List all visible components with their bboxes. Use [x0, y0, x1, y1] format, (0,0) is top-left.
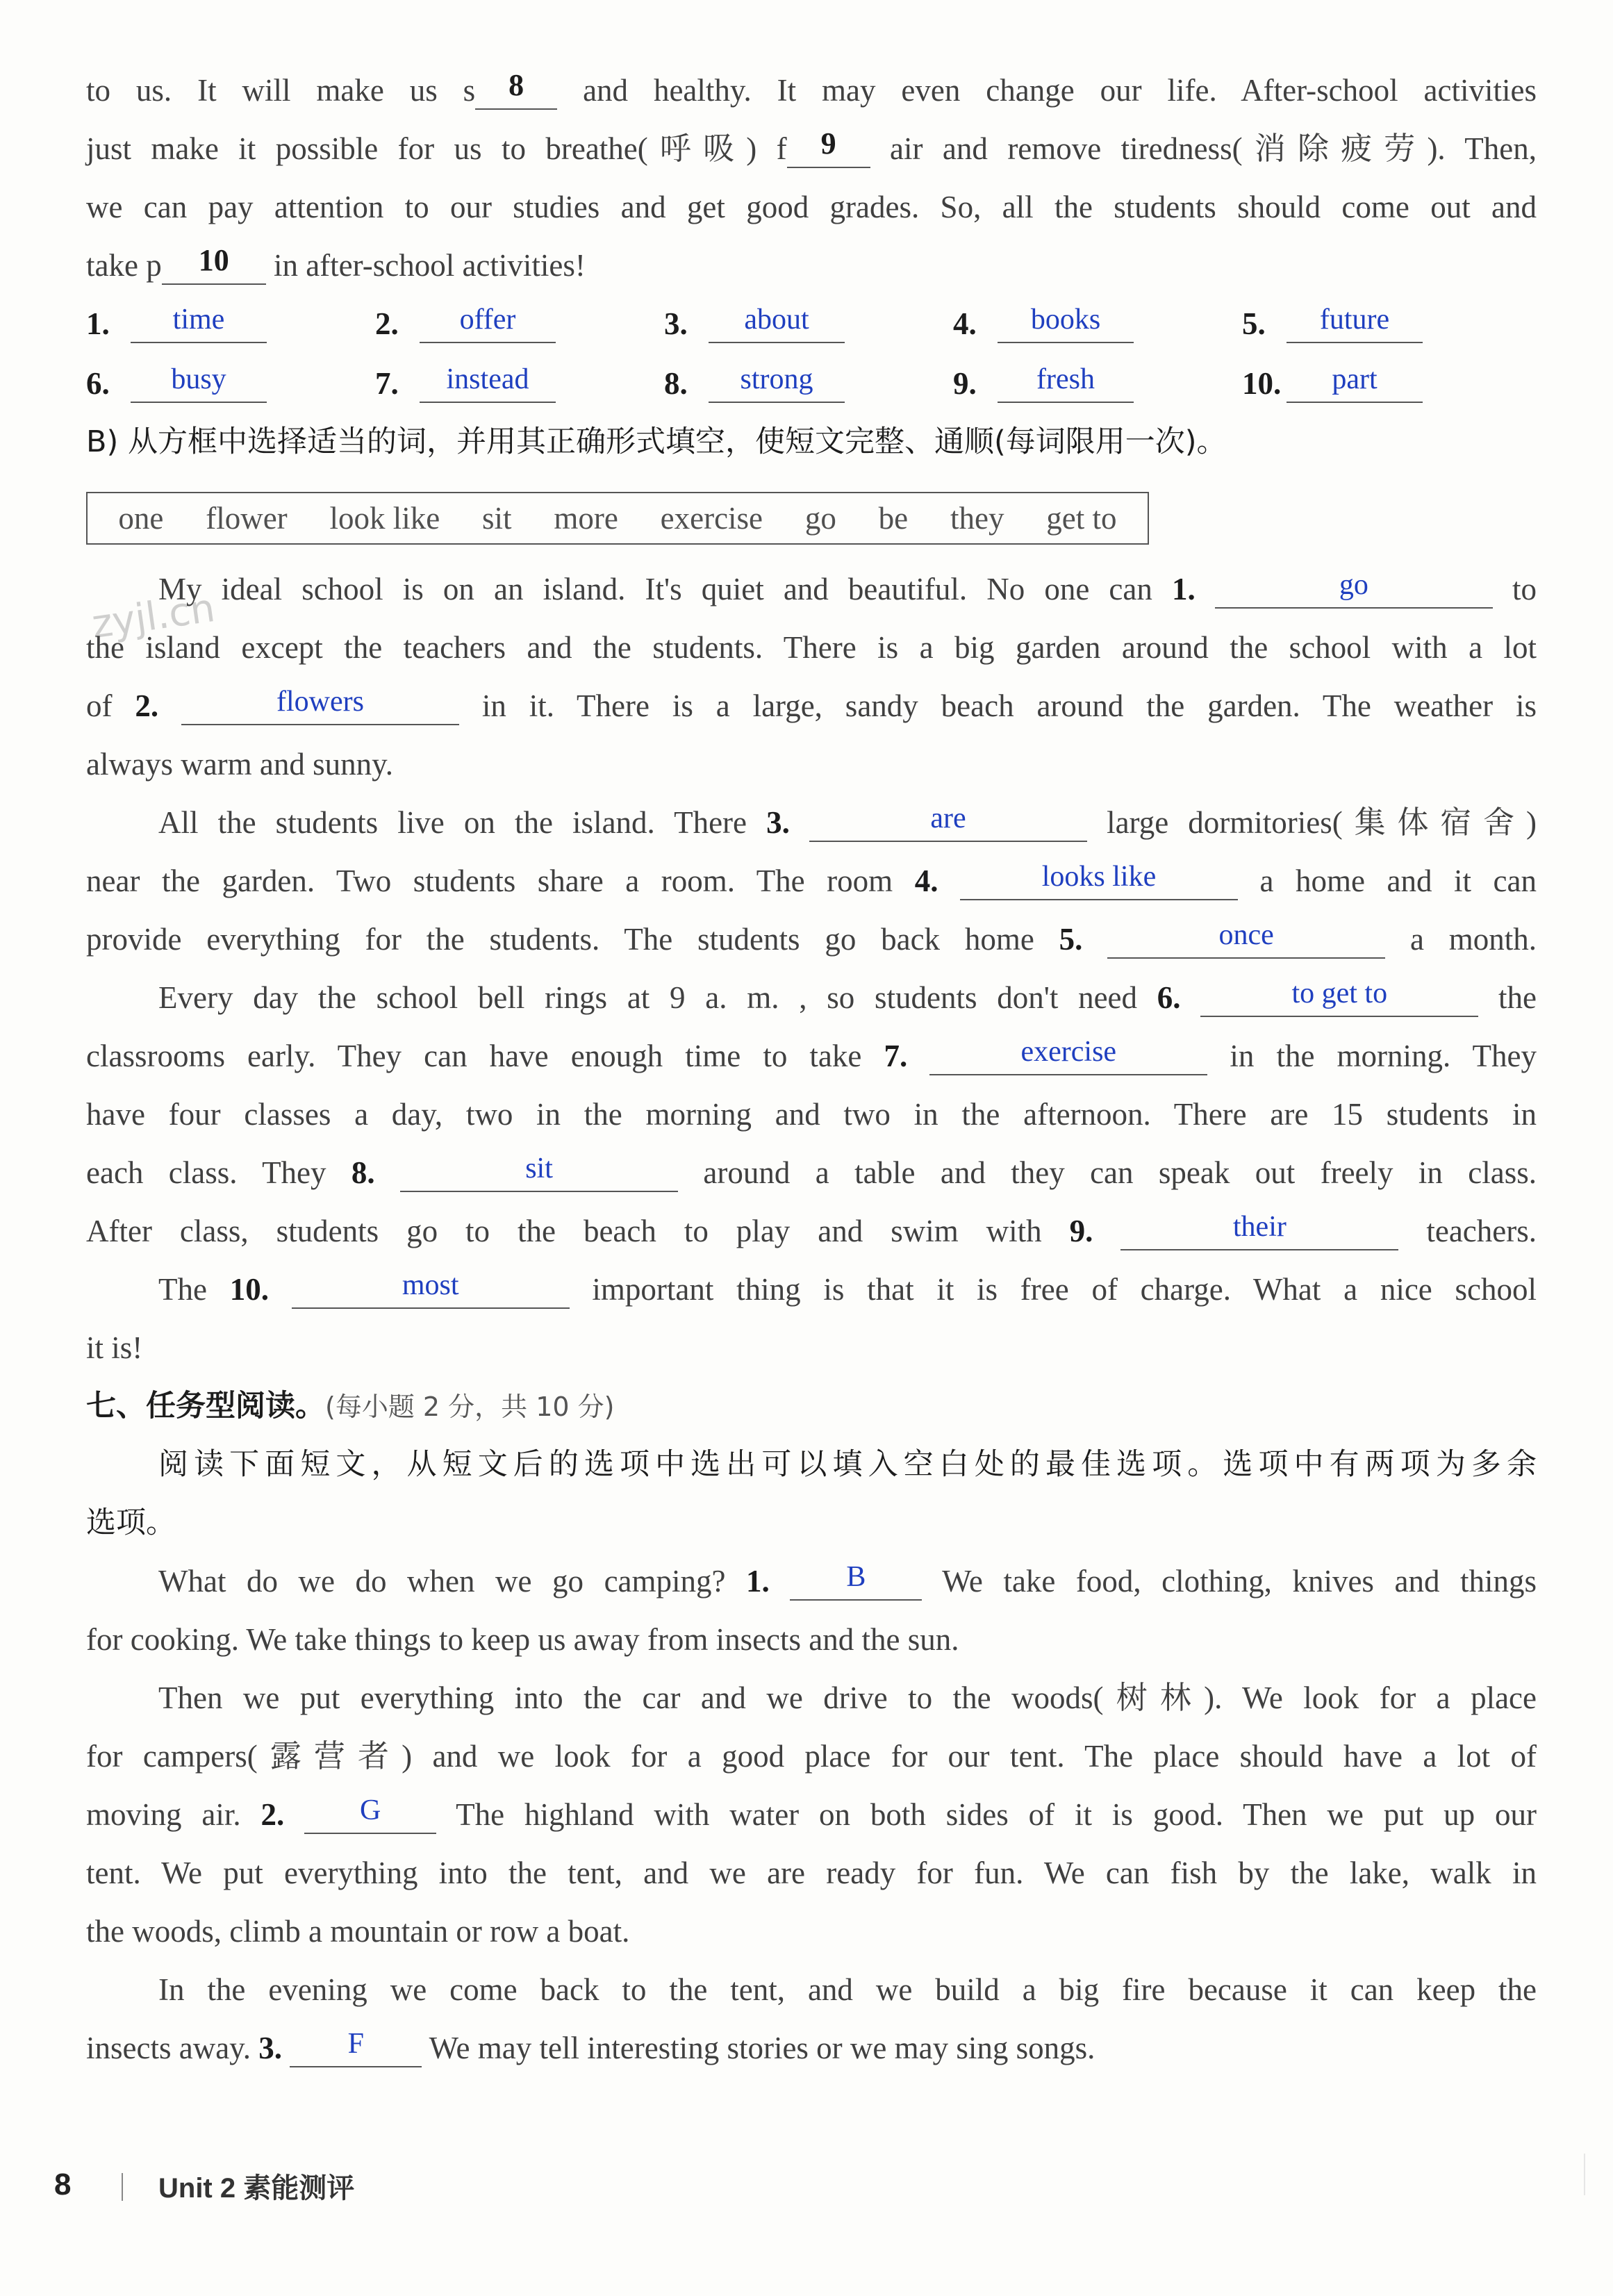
blank-number: 2. — [135, 688, 159, 723]
answer-number: 3. — [664, 306, 688, 341]
blank-number: 4. — [914, 864, 938, 898]
answer-a-4 — [953, 303, 1134, 345]
passage-b-line: the island except the teachers and the students. There is a big garden around the school with a lot — [86, 630, 1537, 665]
passage-b-line: have four classes a day, two in the morning and two in the afternoon. There are 15 students in — [86, 1097, 1537, 1132]
answer-blank — [420, 306, 556, 343]
answer-number: 7. — [375, 366, 399, 401]
answer-a-2 — [375, 303, 556, 345]
text-segment: and healthy. It may even change our life. After-school activities — [557, 73, 1537, 108]
answer-text: sit — [525, 1153, 553, 1184]
answer-number: 4. — [953, 306, 977, 341]
passage-a-line-4 — [86, 245, 1537, 286]
text-segment: a month. — [1385, 922, 1537, 957]
text-segment: each class. They — [86, 1155, 351, 1190]
blank-number: 8. — [351, 1155, 375, 1190]
answer-text: once — [1218, 919, 1274, 951]
section-7-heading — [86, 1385, 1537, 1428]
text-segment: around a table and they can speak out freely in class. — [678, 1155, 1537, 1190]
word-box-item: sit — [482, 501, 512, 536]
footer-divider — [122, 2173, 123, 2201]
answer-text: offer — [459, 304, 516, 336]
answer-blank — [400, 1155, 678, 1192]
passage-b-line: always warm and sunny. — [86, 747, 393, 782]
text-segment: to — [1492, 572, 1537, 606]
answer-a-3 — [664, 303, 845, 345]
answer-blank — [809, 804, 1087, 842]
word-box-item: be — [878, 501, 909, 536]
answer-text: exercise — [1020, 1036, 1117, 1068]
blank-8 — [475, 68, 557, 110]
answer-a-7 — [375, 363, 556, 404]
passage-b-line — [86, 918, 1537, 960]
answer-blank — [290, 2030, 422, 2067]
answer-text: future — [1319, 304, 1390, 336]
answer-text: are — [930, 802, 966, 834]
answer-text: busy — [171, 363, 226, 395]
reading-line: for campers(露营者) and we look for a good place for our tent. The place should have a lot of — [86, 1739, 1537, 1774]
blank-number: 9 — [820, 126, 836, 160]
answer-text: G — [359, 1794, 381, 1826]
section-7-instruction: 选项。 — [86, 1505, 176, 1540]
answer-blank — [292, 1271, 570, 1309]
passage-a-line-3: we can pay attention to our studies and get good grades. So, all the students should come out and — [86, 190, 1537, 224]
answer-text: looks like — [1041, 861, 1157, 893]
text-segment: large dormitories(集体宿舍) — [1086, 805, 1537, 840]
text-segment: The highland with water on both sides of it is good. Then we put up our — [436, 1797, 1537, 1832]
passage-b-line: it is! — [86, 1330, 143, 1365]
blank-9 — [787, 126, 870, 168]
word-box-item: one — [118, 501, 164, 536]
answer-blank — [998, 365, 1134, 403]
blank-number: 1. — [1172, 572, 1196, 606]
word-box-item: exercise — [660, 501, 763, 536]
word-box-item: look like — [329, 501, 440, 536]
passage-b-line — [158, 1269, 1537, 1310]
reading-line: In the evening we come back to the tent, and we build a big fire because it can keep the — [158, 1972, 1537, 2007]
answer-text: their — [1232, 1211, 1287, 1243]
answer-a-10 — [1242, 363, 1423, 404]
reading-line: tent. We put everything into the tent, and we are ready for fun. We can fish by the lake, walk in — [86, 1856, 1537, 1890]
reading-line: the woods, climb a mountain or row a boat. — [86, 1914, 630, 1949]
reading-line — [158, 1560, 1537, 1602]
text-segment: teachers. — [1398, 1214, 1537, 1248]
passage-b-line — [86, 1210, 1537, 1252]
text-segment: After class, students go to the beach to play and swim with — [86, 1214, 1070, 1248]
footer-title: Unit 2 素能测评 — [158, 2173, 355, 2204]
answer-text: strong — [740, 363, 813, 395]
reading-line: for cooking. We take things to keep us away from insects and the sun. — [86, 1622, 959, 1657]
word-box-item: flower — [206, 501, 288, 536]
answer-a-9 — [953, 363, 1134, 404]
answer-number: 10. — [1242, 366, 1282, 401]
section-title: 七、任务型阅读。 — [86, 1389, 325, 1423]
blank-number: 8 — [508, 68, 524, 102]
text-segment: in after-school activities! — [265, 248, 586, 283]
answer-a-8 — [664, 363, 845, 404]
text-segment: take p — [86, 248, 162, 283]
blank-number: 10. — [229, 1272, 269, 1307]
passage-b-line — [158, 977, 1537, 1018]
answer-blank — [929, 1038, 1207, 1075]
blank-10 — [162, 243, 266, 285]
answer-blank — [420, 365, 556, 403]
passage-b-line — [86, 685, 1537, 727]
answer-blank — [709, 306, 845, 343]
section-7-instruction: 阅读下面短文，从短文后的选项中选出可以填入空白处的最佳选项。选项中有两项为多余 — [158, 1447, 1537, 1482]
text-segment: near the garden. Two students share a room. The room — [86, 864, 915, 898]
answer-number: 8. — [664, 366, 688, 401]
answer-blank — [1200, 977, 1478, 1017]
text-segment: the — [1478, 980, 1537, 1015]
word-box-item: they — [950, 501, 1004, 536]
word-box-item: get to — [1046, 501, 1117, 536]
blank-number: 5. — [1059, 922, 1083, 957]
text-segment: insects away. — [86, 2031, 259, 2065]
answer-blank — [1120, 1213, 1398, 1250]
answer-blank — [790, 1563, 922, 1601]
answer-blank — [998, 306, 1134, 343]
word-box-item: more — [554, 501, 618, 536]
word-box-item: go — [804, 501, 836, 536]
section-b-instruction: B) 从方框中选择适当的词，并用其正确形式填空，使短文完整、通顺(每词限用一次)。 — [86, 424, 1227, 459]
answer-number: 2. — [375, 306, 399, 341]
reading-line — [86, 1794, 1537, 1835]
word-box — [86, 492, 1149, 545]
answer-text: about — [744, 304, 809, 336]
answer-number: 6. — [86, 366, 110, 401]
text-segment: in the morning. They — [1207, 1039, 1537, 1073]
answer-blank — [131, 365, 267, 403]
text-segment: a home and it can — [1237, 864, 1537, 898]
text-segment: classrooms early. They can have enough time to take — [86, 1039, 884, 1073]
answer-text: books — [1030, 304, 1101, 336]
answer-number: 5. — [1242, 306, 1266, 341]
answer-text: time — [172, 304, 225, 336]
text-segment: The — [158, 1272, 230, 1307]
passage-a-line-1 — [86, 69, 1537, 111]
watermark: zyjl.cn — [89, 585, 218, 648]
text-segment: What do we do when we go camping? — [158, 1564, 747, 1599]
answer-text: B — [846, 1561, 866, 1593]
text-segment: in it. There is a large, sandy beach around the garden. The weather is — [458, 688, 1537, 723]
answer-blank — [1287, 365, 1423, 403]
text-segment: air and remove tiredness(消除疲劳). Then, — [870, 131, 1537, 166]
answer-blank — [1215, 571, 1493, 609]
reading-line: Then we put everything into the car and we drive to the woods(树林). We look for a place — [158, 1680, 1537, 1715]
answer-blank — [131, 306, 267, 343]
answer-number: 1. — [86, 306, 110, 341]
passage-a-line-2 — [86, 128, 1537, 170]
text-segment: We take food, clothing, knives and things — [922, 1564, 1537, 1599]
section-score: (每小题 2 分，共 10 分) — [325, 1391, 615, 1422]
text-segment: My ideal school is on an island. It's quiet and beautiful. No one can — [158, 572, 1172, 606]
page-edge-mark — [1584, 2154, 1585, 2195]
blank-number: 1. — [746, 1564, 770, 1599]
answer-text: go — [1339, 569, 1368, 601]
text-segment: just make it possible for us to breathe(呼吸) f — [86, 131, 787, 166]
answer-text: part — [1332, 363, 1378, 395]
text-segment: provide everything for the students. The students go back home — [86, 922, 1059, 957]
answer-text: F — [347, 2028, 364, 2060]
answer-blank — [1287, 306, 1423, 343]
answer-blank — [181, 688, 459, 725]
blank-number: 3. — [258, 2031, 282, 2065]
answer-number: 9. — [953, 366, 977, 401]
page-number: 8 — [54, 2167, 72, 2202]
text-segment: important thing is that it is free of charge. What a nice school — [569, 1272, 1537, 1307]
blank-number: 9. — [1069, 1214, 1093, 1248]
passage-b-line — [86, 1152, 1537, 1194]
passage-b-line — [158, 802, 1537, 843]
passage-b-line — [158, 568, 1537, 610]
answer-blank — [960, 863, 1238, 900]
answer-text: to get to — [1291, 977, 1388, 1009]
text-segment: to us. It will make us s — [86, 73, 476, 108]
blank-number: 6. — [1157, 980, 1181, 1015]
answer-blank — [304, 1794, 436, 1834]
passage-b-line — [86, 860, 1537, 902]
answer-a-1 — [86, 303, 267, 345]
text-segment: We may tell interesting stories or we may sing songs. — [422, 2031, 1095, 2065]
blank-number: 2. — [260, 1797, 285, 1832]
blank-number: 3. — [766, 805, 790, 840]
text-segment: of — [86, 688, 135, 723]
reading-line — [86, 2027, 1537, 2069]
blank-number: 10 — [198, 243, 229, 277]
answer-text: fresh — [1036, 363, 1095, 395]
text-segment: All the students live on the island. There — [158, 805, 767, 840]
text-segment: Every day the school bell rings at 9 a. m. , so students don't need — [158, 980, 1157, 1015]
passage-b-line — [86, 1035, 1537, 1077]
answer-text: flowers — [276, 686, 364, 718]
answer-blank — [709, 365, 845, 403]
answer-text: instead — [446, 363, 529, 395]
answer-text: most — [402, 1269, 459, 1301]
answer-blank — [1107, 921, 1385, 959]
blank-number: 7. — [884, 1039, 908, 1073]
answer-a-6 — [86, 363, 267, 404]
answer-a-5 — [1242, 303, 1423, 345]
text-segment: moving air. — [86, 1797, 261, 1832]
